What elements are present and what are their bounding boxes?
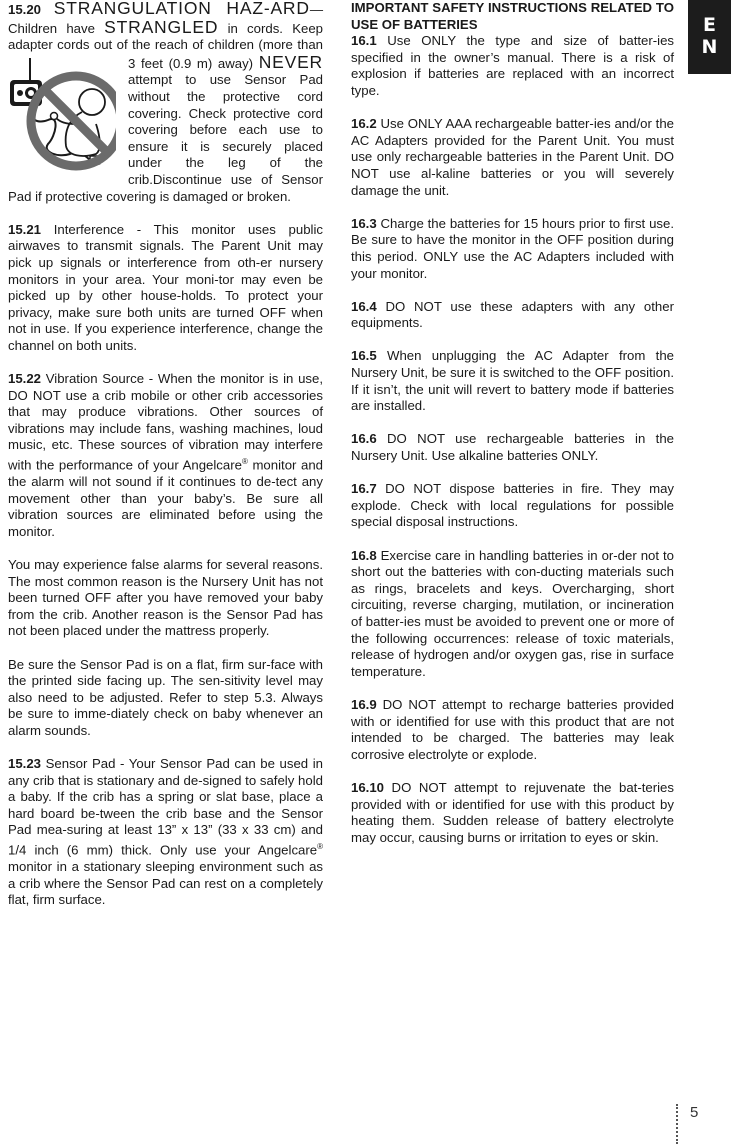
instruction-number: 16.9 — [351, 696, 377, 712]
instruction-text: Charge the batteries for 15 hours prior to first use. Be sure to have the monitor in the OFF position during this period. ONLY use the AC Adapters included with your monitor. — [351, 215, 674, 281]
instruction-number: 16.5 — [351, 348, 377, 364]
instruction-number: 16.8 — [351, 547, 377, 563]
section-text: Vibration Source - When the monitor is in use, DO NOT use a crib mobile or other crib accessories that may produce vibrations. Other sources of vibrations may include fans, washing machines, loud music, etc. These sources of vibration may interfere with the performance of your Angelcare — [8, 371, 323, 473]
cord-reach-text: in cords. Keep adapter cords out of the reach of children (more than 3 feet (0.9 m) away) — [8, 20, 323, 71]
right-column — [351, 0, 674, 863]
left-column — [8, 0, 323, 925]
children-have-text: —Children have — [8, 2, 323, 36]
battery-instruction-item — [351, 780, 674, 846]
instruction-number: 16.10 — [351, 779, 385, 795]
battery-instruction-item — [351, 481, 674, 531]
page-number: 5 — [690, 1104, 699, 1121]
section-15-20 — [8, 0, 323, 205]
battery-instructions-list — [351, 33, 674, 846]
battery-instruction-item — [351, 33, 674, 99]
language-letter: E — [703, 14, 716, 36]
battery-instruction-item — [351, 116, 674, 199]
battery-safety-heading: IMPORTANT SAFETY INSTRUCTIONS RELATED TO USE OF BATTERIES — [351, 0, 674, 32]
page-number-divider — [676, 1104, 678, 1144]
instruction-text: DO NOT attempt to rejuvenate the bat-teries provided with or identified for use with this product by heating them. Sudden release of battery electrolyte may occur, causing burns or irritation to eyes or skin. — [351, 779, 674, 845]
instruction-text: Exercise care in handling batteries in or-der not to short out the batteries with con-ducting materials such as rings, bracelets and keys. Overcharging, short circuiting, reverse charging, mutilation, or incineration of batter-ies must be avoided to prevent one or more of the following occurrences: release of toxic materials, release of hydrogen and/or oxygen gas, rise in surface temperature. — [351, 547, 674, 679]
battery-instruction-item — [351, 697, 674, 763]
instruction-number: 16.2 — [351, 116, 377, 132]
section-number: 15.23 — [8, 756, 42, 772]
instruction-text: Use ONLY AAA rechargeable batter-ies and/or the AC Adapters provided for the Parent Unit. You must use only rechargeable batteries in the Parent Unit. DO NOT use al-kaline batteries or you will severely damage the unit. — [351, 116, 674, 198]
instruction-text: When unplugging the AC Adapter from the Nursery Unit, be sure it is switched to the OFF position. If it isn’t, the unit will revert to battery mode if batteries are installed. — [351, 348, 674, 414]
battery-instruction-item — [351, 216, 674, 282]
section-text-continued: monitor and the alarm will not sound if it continues to de-tect any movement other than your baby’s. Be sure all vibration sources are eliminated before using the monitor. — [8, 457, 323, 539]
instruction-text: DO NOT use these adapters with any other equipments. — [351, 298, 674, 331]
instruction-number: 16.3 — [351, 215, 377, 231]
battery-instruction-item — [351, 431, 674, 464]
battery-instruction-item — [351, 299, 674, 332]
section-number: 15.21 — [8, 221, 42, 237]
never-word: NEVER — [258, 51, 323, 72]
battery-instruction-item — [351, 548, 674, 681]
battery-instruction-item — [351, 348, 674, 414]
language-letter: N — [701, 36, 718, 58]
registered-mark: ® — [317, 842, 323, 852]
strangled-word: STRANGLED — [104, 16, 219, 37]
no-cord-near-baby-icon — [8, 54, 116, 172]
instruction-text: DO NOT dispose batteries in fire. They may explode. Check with local regulations for possible special disposal instructions. — [351, 481, 674, 530]
false-alarms-paragraph: You may experience false alarms for several reasons. The most common reason is the Nursery Unit has not been turned OFF after you have removed your baby from the crib. Another reason is the Sensor Pad has not been placed under the mattress properly. — [8, 556, 323, 639]
section-text-continued: monitor in a stationary sleeping environment such as a crib where the Sensor Pad can rest on a completely flat, firm surface. — [8, 859, 323, 908]
section-text: Interference - This monitor uses public airwaves to transmit signals. The Parent Unit may pick up signals or interference from oth-er nursery monitors in your area. Your moni-tor may even be picked up by other house-holds. To protect your privacy, make sure both units are turned OFF when not in use. If you experience interference, change the channel on both units. — [8, 221, 323, 353]
instruction-text: DO NOT use rechargeable batteries in the Nursery Unit. Use alkaline batteries ONLY. — [351, 431, 674, 464]
section-15-23 — [8, 756, 323, 909]
instruction-number: 16.7 — [351, 481, 377, 497]
sensor-pad-flat-paragraph: Be sure the Sensor Pad is on a flat, firm sur-face with the printed side facing up. The sen-sitivity level may also need to be adjusted. Refer to step 5.3. Always be sure to imme-diately check on baby whenever an alarm sounds. — [8, 656, 323, 738]
instruction-number: 16.1 — [351, 33, 377, 49]
section-15-21 — [8, 222, 323, 355]
instruction-number: 16.4 — [351, 298, 377, 314]
strangulation-hazard-title: STRANGULATION HAZ-ARD — [53, 0, 310, 18]
instruction-text: DO NOT attempt to recharge batteries provided with or identified for use with this product that are not intended to be charged. The batteries may leak corrosive electrolyte or explode. — [351, 696, 674, 762]
instruction-text: Use ONLY the type and size of batter-ies specified in the owner’s manual. There is a risk of explosion if batteries are replaced with an incorrect type. — [351, 33, 674, 98]
registered-mark: ® — [241, 457, 248, 467]
section-number: 15.22 — [8, 371, 42, 387]
instruction-number: 16.6 — [351, 431, 377, 447]
section-15-22 — [8, 371, 323, 540]
language-tab-en — [688, 0, 731, 74]
section-number: 15.20 — [8, 2, 42, 17]
protective-cord-text: attempt to use Sensor Pad without the protective cord covering. Check protective cord covering before each use to ensure it is securely placed under the leg of the crib.Discontinue use of Sensor Pad if protective covering is damaged or broken. — [8, 72, 323, 204]
section-text: Sensor Pad - Your Sensor Pad can be used in any crib that is stationary and de-signed to safely hold a baby. If the crib has a spring or slat base, place a hard board be-tween the crib base and the Sensor Pad mea-suring at least 13” x 13” (33 x 33 cm) and 1/4 inch (6 mm) thick. Only use your Angelcare — [8, 756, 323, 858]
